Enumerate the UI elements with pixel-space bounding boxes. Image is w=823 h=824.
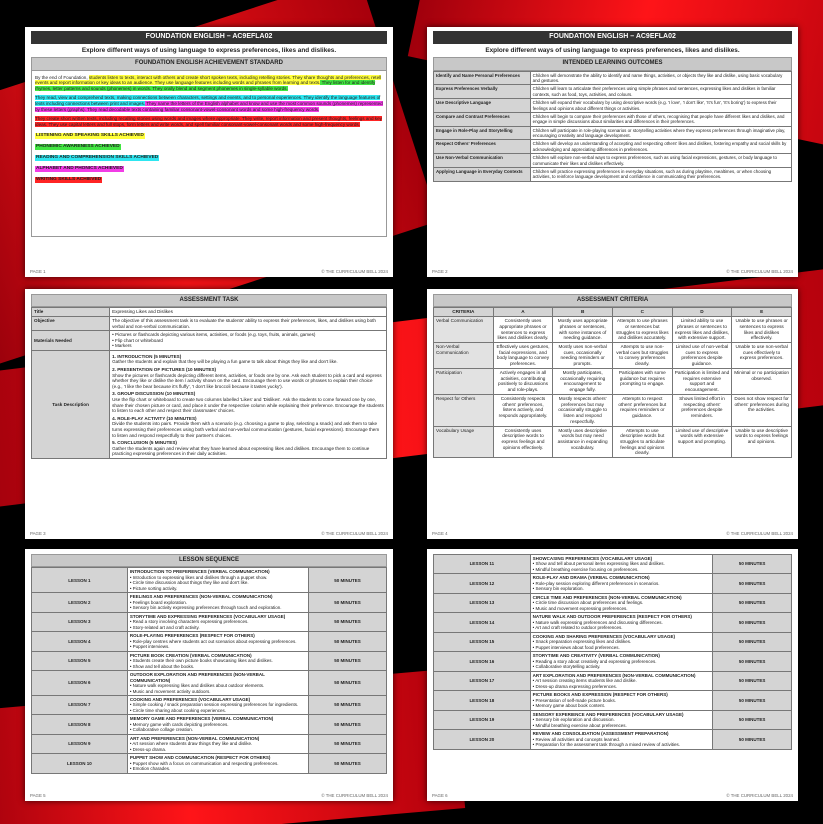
lesson-duration: 50 MINUTES xyxy=(713,671,792,690)
lesson-activities xyxy=(533,678,711,689)
criteria-header: CRITERIA xyxy=(434,308,494,317)
list-item: • Music and movement activity outdoors. xyxy=(130,689,306,694)
step-body: Gather the students and explain that they will be playing a fun game to talk about things they like and don't like. xyxy=(112,359,338,365)
lesson-content xyxy=(127,754,308,773)
criteria-header: B xyxy=(553,308,613,317)
standard-para-3: They create short written texts, including recalling stories using words and images where appropriate. They write, report information and present thoughts, feelings and key ideas. They use capital letters and full stops, form letters and write words, and spell familiar consonant-vowel-consonant words and some high-frequency words. xyxy=(35,116,382,127)
lesson-content xyxy=(127,568,308,593)
list-item: • Picture sorting activity. xyxy=(130,586,306,591)
criteria-cell: Mostly uses appropriate phrases or sentences, with some instances of needing guidance. xyxy=(553,317,613,343)
table-row xyxy=(434,710,792,729)
section-heading: INTENDED LEARNING OUTCOMES xyxy=(433,57,792,70)
criteria-cell: Actively engages in all activities, contributing positively to discussions and role-plays. xyxy=(493,368,553,394)
lesson-number: LESSON 5 xyxy=(32,651,128,670)
outcome-name: Engage in Role-Play and Storytelling xyxy=(434,126,531,140)
lesson-duration: 50 MINUTES xyxy=(308,593,386,612)
table-row xyxy=(434,368,792,394)
criteria-cell: Consistently respects others' preferences, listens actively, and responds appropriately. xyxy=(493,394,553,426)
list-item: • Role-play centres where students act out scenarios about expressing preferences. xyxy=(130,639,306,644)
lesson-activities xyxy=(533,717,711,728)
lesson-content xyxy=(127,734,308,753)
step-heading: 1. INTRODUCTION (5 MINUTES) xyxy=(112,353,182,359)
lesson-title: REVIEW AND CONSOLIDATION (ASSESSMENT PREPARATION) xyxy=(532,731,669,737)
lesson-title: PICTURE BOOKS AND EXPRESSION (RESPECT FOR OTHERS) xyxy=(532,692,668,698)
outcome-description: Children will expand their vocabulary by using descriptive words (e.g. 'I love', 'I don't like', 'It's fun', 'It's boring') to express their feelings and opinions about different things or activities. xyxy=(530,99,791,113)
criteria-cell: Consistently uses descriptive words to express feelings and opinions effectively. xyxy=(493,426,553,458)
list-item: • Story-related art and craft activity. xyxy=(130,625,306,630)
list-item: • Nature walk expressing preferences and discussing differences. xyxy=(533,620,711,625)
table-row xyxy=(32,715,387,734)
criteria-cell: Limited use of non-verbal cues to express preferences despite guidance. xyxy=(672,342,732,368)
lesson-content xyxy=(530,593,713,612)
outcome-name: Applying Language in Everyday Contexts xyxy=(434,167,531,181)
criteria-name: Vocabulary Usage xyxy=(434,426,494,458)
lesson-activities xyxy=(533,620,711,631)
lesson-content xyxy=(530,632,713,651)
table-row xyxy=(434,691,792,710)
table-row xyxy=(434,593,792,612)
lesson-content xyxy=(530,652,713,671)
list-item: • Mindful breathing exercise focusing on preferences. xyxy=(533,567,711,572)
table-row xyxy=(434,652,792,671)
lesson-activities xyxy=(130,761,306,772)
criteria-cell: Participates with some guidance but requires prompting to engage. xyxy=(612,368,672,394)
lesson-duration: 50 MINUTES xyxy=(713,555,792,574)
skill-writing: WRITING SKILLS ACHIEVED xyxy=(36,176,102,182)
list-item: • Flip chart or whiteboard xyxy=(112,338,384,344)
lesson-number: LESSON 6 xyxy=(32,671,128,696)
page-footer: PAGE 5 © THE CURRICULUM BELL 2024 xyxy=(30,792,388,798)
criteria-cell: Minimal or no participation observed. xyxy=(732,368,792,394)
table-row xyxy=(434,632,792,651)
list-item: • Memory game with cards depicting preferences. xyxy=(130,722,306,727)
criteria-name: Verbal Communication xyxy=(434,317,494,343)
lesson-number: LESSON 8 xyxy=(32,715,128,734)
outcome-description: Children will develop an understanding of accepting and respecting others' likes and dislikes, fostering empathy and social skills by acknowledging and appreciating differences in preferences. xyxy=(530,140,791,154)
page-3 xyxy=(25,289,393,539)
lesson-title: ROLE-PLAYING PREFERENCES (RESPECT FOR OTHERS) xyxy=(129,633,255,639)
page-6 xyxy=(427,549,798,801)
table-row xyxy=(434,112,792,126)
lesson-number: LESSON 1 xyxy=(32,568,128,593)
table-row xyxy=(434,167,792,181)
lesson-duration: 50 MINUTES xyxy=(713,652,792,671)
lesson-title: INTRODUCTION TO PREFERENCES (VERBAL COMMUNICATION) xyxy=(129,569,270,575)
list-item: • Review all activities and concepts learned. xyxy=(533,737,711,742)
lesson-activities xyxy=(130,658,306,669)
list-item: • Circle time discussion about things they like and don't like. xyxy=(130,580,306,585)
lesson-number: LESSON 11 xyxy=(434,555,531,574)
lesson-activities xyxy=(533,561,711,572)
lesson-content xyxy=(530,574,713,593)
section-heading: ASSESSMENT CRITERIA xyxy=(433,294,792,307)
criteria-cell: Limited ability to use phrases or sentences to express likes and dislikes, with extensive support. xyxy=(672,317,732,343)
list-item: • Feelings board exploration. xyxy=(130,600,306,605)
list-item: • Music and movement expressing preferences. xyxy=(533,606,711,611)
lesson-activities xyxy=(130,722,306,733)
lesson-duration: 50 MINUTES xyxy=(308,754,386,773)
list-item: • Mindful breathing exercise about preferences. xyxy=(533,723,711,728)
page-title: FOUNDATION ENGLISH – AC9EFLA02 xyxy=(31,31,387,44)
criteria-cell: Unable to use descriptive words to express feelings and opinions. xyxy=(732,426,792,458)
criteria-cell: Unable to use non-verbal cues effectively to express preferences. xyxy=(732,342,792,368)
outcome-description: Children will begin to compare their preferences with those of others, recognising that people have different likes and dislikes, and engage in simple discussions about similarities and differences in their preferences. xyxy=(530,112,791,126)
lesson-title: PUPPET SHOW AND COMMUNICATION (RESPECT FOR OTHERS) xyxy=(129,755,271,761)
list-item: • Show and tell about the books. xyxy=(130,664,306,669)
lesson-content xyxy=(127,612,308,631)
list-item: • Sensory bin exploration. xyxy=(533,586,711,591)
lesson-content xyxy=(127,632,308,651)
criteria-cell: Attempts to use phrases or sentences but struggles to express likes and dislikes accurately. xyxy=(612,317,672,343)
criteria-cell: Consistently uses appropriate phrases or sentences to express likes and dislikes clearly. xyxy=(493,317,553,343)
page-4 xyxy=(427,289,798,539)
task-label: Task Description xyxy=(32,350,110,458)
lesson-content xyxy=(127,651,308,670)
list-item: • Puppet interviews about food preferences. xyxy=(533,645,711,650)
criteria-cell: Attempts to respect others' preferences but requires reminders or guidance. xyxy=(612,394,672,426)
lesson-activities xyxy=(533,659,711,670)
lesson-content xyxy=(530,671,713,690)
objective-label: Objective xyxy=(32,316,110,330)
page-5 xyxy=(25,549,393,801)
criteria-cell: Limited use of descriptive words with extensive support and prompting. xyxy=(672,426,732,458)
table-row xyxy=(434,730,792,749)
criteria-name: Respect for Others xyxy=(434,394,494,426)
outcome-name: Express Preferences Verbally xyxy=(434,85,531,99)
lesson-activities xyxy=(130,619,306,630)
title-value: Expressing Likes and Dislikes xyxy=(110,308,387,317)
list-item: • Preparation for the assessment task through a mixed review of activities. xyxy=(533,742,711,747)
lesson-duration: 50 MINUTES xyxy=(308,651,386,670)
lesson-number: LESSON 19 xyxy=(434,710,531,729)
lesson-title: STORYTIME AND EXPRESSING PREFERENCES (VOCABULARY USAGE) xyxy=(129,613,286,619)
lesson-content xyxy=(127,696,308,715)
list-item: • Snack preparation expressing likes and dislikes. xyxy=(533,639,711,644)
lesson-number: LESSON 14 xyxy=(434,613,531,632)
table-row xyxy=(434,126,792,140)
page-1 xyxy=(25,27,393,277)
list-item: • Students create their own picture books showcasing likes and dislikes. xyxy=(130,658,306,663)
criteria-cell: Shows limited effort in respecting others' preferences despite reminders. xyxy=(672,394,732,426)
table-row xyxy=(434,85,792,99)
list-item: • Markers xyxy=(112,343,384,349)
skill-phonemic: PHONEMIC AWARENESS ACHIEVED xyxy=(36,144,120,150)
table-row xyxy=(434,394,792,426)
table-row xyxy=(32,612,387,631)
table-row xyxy=(434,99,792,113)
page-footer: PAGE 3 © THE CURRICULUM BELL 2024 xyxy=(30,530,388,536)
criteria-cell: Mostly respects others' preferences but may occasionally struggle to listen and respond respectfully. xyxy=(553,394,613,426)
lesson-title: CIRCLE TIME AND PREFERENCES (NON-VERBAL COMMUNICATION) xyxy=(532,594,682,600)
outcome-name: Compare and Contrast Preferences xyxy=(434,112,531,126)
list-item: • Circle time discussion about preferences and feelings. xyxy=(533,600,711,605)
lesson-duration: 50 MINUTES xyxy=(308,671,386,696)
list-item: • Show and tell about personal items expressing likes and dislikes. xyxy=(533,561,711,566)
lesson-duration: 50 MINUTES xyxy=(713,613,792,632)
list-item: • Sensory bin exploration and discussion. xyxy=(533,717,711,722)
lesson-activities xyxy=(533,639,711,650)
lesson-activities xyxy=(130,600,306,611)
lesson-number: LESSON 4 xyxy=(32,632,128,651)
outcome-description: Children will explore non-verbal ways to express preferences, such as using facial expressions, gestures, or body language to communicate their likes and dislikes effectively. xyxy=(530,154,791,168)
lesson-title: PICTURE BOOK CREATION (VERBAL COMMUNICATION) xyxy=(129,652,252,658)
table-row xyxy=(434,555,792,574)
lesson-number: LESSON 15 xyxy=(434,632,531,651)
lesson-activities xyxy=(130,639,306,650)
criteria-cell: Effectively uses gestures, facial expressions, and body language to convey preferences. xyxy=(493,342,553,368)
lesson-duration: 50 MINUTES xyxy=(713,593,792,612)
lesson-content xyxy=(530,613,713,632)
lesson-content xyxy=(530,691,713,710)
lesson-content xyxy=(127,593,308,612)
lesson-content xyxy=(127,715,308,734)
lesson-number: LESSON 13 xyxy=(434,593,531,612)
page-2 xyxy=(427,27,798,277)
page-title: FOUNDATION ENGLISH – AC9EFLA02 xyxy=(433,31,792,44)
table-row xyxy=(32,593,387,612)
lesson-activities xyxy=(533,600,711,611)
table-row xyxy=(32,671,387,696)
lesson-duration: 50 MINUTES xyxy=(308,734,386,753)
list-item: • Pictures or flashcards depicting various items, activities, or foods (e.g. toys, fruits, animals, games) xyxy=(112,332,384,338)
skill-reading: READING AND COMPREHENSION SKILLS ACHIEVED xyxy=(36,155,159,161)
table-row xyxy=(434,574,792,593)
list-item: • Art session creating items students like and dislike. xyxy=(533,678,711,683)
criteria-cell: Participation is limited and requires extensive support and encouragement. xyxy=(672,368,732,394)
table-row xyxy=(32,754,387,773)
outcome-description: Children will demonstrate the ability to identify and name things, activities, or objects they like and dislike, using basic vocabulary and gestures. xyxy=(530,71,791,85)
list-item: • Sensory bin activity expressing preferences through touch and exploration. xyxy=(130,605,306,610)
table-row xyxy=(434,140,792,154)
criteria-table xyxy=(433,307,792,458)
page-footer: PAGE 4 © THE CURRICULUM BELL 2024 xyxy=(432,530,793,536)
list-item: • Nature walk expressing likes and dislikes about outdoor elements. xyxy=(130,683,306,688)
lesson-duration: 50 MINUTES xyxy=(308,696,386,715)
criteria-cell: Attempts to use non-verbal cues but struggles to convey preferences clearly. xyxy=(612,342,672,368)
lesson-content xyxy=(530,710,713,729)
list-item: • Collaborative storytelling activity. xyxy=(533,664,711,669)
lesson-title: FEELINGS AND PREFERENCES (NON-VERBAL COMMUNICATION) xyxy=(129,594,273,600)
table-row xyxy=(32,696,387,715)
lesson-duration: 50 MINUTES xyxy=(713,632,792,651)
step-body: Gather the students again and review what they have learned about expressing likes and dislikes. Encourage them to continue practicing expressing preferences in their daily activities. xyxy=(112,445,370,457)
list-item: • Puppet show with a focus on communication and respecting preferences. xyxy=(130,761,306,766)
outcome-description: Children will learn to articulate their preferences using simple phrases and sentences, expressing likes and dislikes in familiar contexts, such as food, toys, activities, and colours. xyxy=(530,85,791,99)
outcome-name: Use Non-Verbal Communication xyxy=(434,154,531,168)
page-subtitle: Explore different ways of using language to express preferences, likes and dislikes. xyxy=(485,46,740,54)
list-item: • Puppet interviews. xyxy=(130,644,306,649)
lesson-activities xyxy=(533,581,711,592)
lesson-activities xyxy=(533,698,711,709)
criteria-cell: Unable to use phrases or sentences to express likes and dislikes effectively. xyxy=(732,317,792,343)
step-heading: 4. ROLE-PLAY ACTIVITY (10 MINUTES) xyxy=(112,415,197,421)
lesson-activities xyxy=(130,702,306,713)
lesson-duration: 50 MINUTES xyxy=(713,574,792,593)
lesson-number: LESSON 2 xyxy=(32,593,128,612)
criteria-cell: Does not show respect for others' preferences during the activities. xyxy=(732,394,792,426)
list-item: • Presentation of self-made picture books. xyxy=(533,698,711,703)
lesson-number: LESSON 3 xyxy=(32,612,128,631)
table-row xyxy=(434,426,792,458)
list-item: • Reading a story about creativity and expressing preferences. xyxy=(533,659,711,664)
lesson-activities xyxy=(533,737,711,748)
lesson-duration: 50 MINUTES xyxy=(713,730,792,749)
lesson-content xyxy=(127,671,308,696)
lesson-duration: 50 MINUTES xyxy=(308,715,386,734)
step-body: Show the pictures or flashcards depicting different items, activities, or foods one by one. Ask each student to pick a card and express whether they like or dislike the item / activity shown on the card. Encourage them to use words or phrases to explain their choice (e.g., 'I like the bear because it's fluffy', 'I don't like broccoli because it tastes yucky'). xyxy=(112,372,382,389)
lesson-activities xyxy=(130,741,306,752)
criteria-name: Non-Verbal Communication xyxy=(434,342,494,368)
title-label: Title xyxy=(32,308,110,317)
lesson-number: LESSON 10 xyxy=(32,754,128,773)
lesson-duration: 50 MINUTES xyxy=(713,710,792,729)
table-row xyxy=(32,632,387,651)
skill-alphabet: ALPHABET AND PHONICS ACHIEVED xyxy=(36,165,123,171)
lesson-number: LESSON 9 xyxy=(32,734,128,753)
table-row xyxy=(434,613,792,632)
step-heading: 2. PRESENTATION OF PICTURES (10 MINUTES) xyxy=(112,367,217,373)
lesson-activities xyxy=(130,683,306,694)
lesson-title: SHOWCASING PREFERENCES (VOCABULARY USAGE) xyxy=(532,556,653,561)
lesson-duration: 50 MINUTES xyxy=(308,612,386,631)
criteria-cell: Mostly uses descriptive words but may need assistance in expanding vocabulary. xyxy=(553,426,613,458)
skill-listening: LISTENING AND SPEAKING SKILLS ACHIEVED xyxy=(36,133,144,139)
lesson-duration: 50 MINUTES xyxy=(308,568,386,593)
standard-para-1: By the end of Foundation, students listen to texts, interact with others and create short spoken texts, including retelling stories. They share thoughts and preferences, retell events and report information or key ideas to an audience. They use language features including words and phrases from learning and texts. They listen for and identify rhymes, letter patterns and sounds (phonemes) in words. They orally blend and segment phonemes in single-syllable words. xyxy=(35,74,382,91)
list-item: • Simple cooking / snack preparation session expressing preferences for ingredients. xyxy=(130,702,306,707)
materials-label: Materials Needed xyxy=(32,331,110,351)
lesson-number: LESSON 7 xyxy=(32,696,128,715)
table-row xyxy=(434,671,792,690)
lesson-title: STORYTIME AND CREATIVITY (VERBAL COMMUNICATION) xyxy=(532,653,660,659)
criteria-header: D xyxy=(672,308,732,317)
lesson-title: ROLE-PLAY AND DRAMA (VERBAL COMMUNICATION) xyxy=(532,575,650,581)
lesson-title: MEMORY GAME AND PREFERENCES (VERBAL COMMUNICATION) xyxy=(129,716,274,722)
list-item: • Circle time sharing about cooking experiences. xyxy=(130,708,306,713)
criteria-header: A xyxy=(493,308,553,317)
materials-list xyxy=(112,332,384,349)
page-subtitle: Explore different ways of using language to express preferences, likes and dislikes. xyxy=(81,46,337,54)
lesson-title: NATURE WALK AND OUTDOOR PREFERENCES (RESPECT FOR OTHERS) xyxy=(532,614,692,620)
criteria-cell: Mostly participates, occasionally requiring encouragement to engage fully. xyxy=(553,368,613,394)
lesson-title: ART EXPLORATION AND PREFERENCES (NON-VERBAL COMMUNICATION) xyxy=(532,672,696,678)
lesson-title: ART AND PREFERENCES (NON-VERBAL COMMUNICATION) xyxy=(129,735,260,741)
lesson-table xyxy=(433,554,792,750)
page-footer: PAGE 1 © THE CURRICULUM BELL 2024 xyxy=(30,268,388,274)
step-heading: 5. CONCLUSION (5 MINUTES) xyxy=(112,440,177,446)
criteria-cell: Mostly uses non-verbal cues, occasionally needing reminders or prompts. xyxy=(553,342,613,368)
section-heading: LESSON SEQUENCE xyxy=(31,554,387,567)
lesson-activities xyxy=(130,575,306,591)
table-row xyxy=(32,734,387,753)
outcome-name: Respect Others' Preferences xyxy=(434,140,531,154)
lesson-duration: 50 MINUTES xyxy=(308,632,386,651)
lesson-title: COOKING AND PREFERENCES (VOCABULARY USAGE) xyxy=(129,697,251,702)
step-body: Use the flip chart or whiteboard to create two columns labelled 'Likes' and 'Dislikes'. Ask the students to come forward one by one, share their chosen picture or card, and place it under the respective column while explaining their preference. Encourage the students to listen to each other and respect their classmates' choices. xyxy=(112,397,384,414)
lesson-table xyxy=(31,567,387,774)
lesson-number: LESSON 20 xyxy=(434,730,531,749)
section-heading: FOUNDATION ENGLISH ACHIEVEMENT STANDARD xyxy=(31,57,387,70)
list-item: • Collaborative collage creation. xyxy=(130,727,306,732)
step-body: Divide the students into pairs. Provide them with a scenario (e.g. choosing a game to play, selecting a snack) and ask them to take turns expressing their preferences using both verbal and non-verbal communication (gestures, facial expressions). Encourage them to listen and respond respectfully to their partner's choices. xyxy=(112,421,380,438)
lesson-title: SENSORY EXPERIENCE AND PREFERENCES (VOCABULARY USAGE) xyxy=(532,711,684,717)
outcome-description: Children will practice expressing preferences in everyday situations, such as during playtime, mealtimes, or when choosing activities, to reinforce language development and confidence in communicating their preferences. xyxy=(530,167,791,181)
criteria-name: Participation xyxy=(434,368,494,394)
lesson-number: LESSON 16 xyxy=(434,652,531,671)
list-item: • Read a story involving characters expressing preferences. xyxy=(130,619,306,624)
step-heading: 3. GROUP DISCUSSION (10 MINUTES) xyxy=(112,391,196,397)
page-footer: PAGE 6 © THE CURRICULUM BELL 2024 xyxy=(432,792,793,798)
list-item: • Role-play session exploring different preferences in scenarios. xyxy=(533,581,711,586)
page-footer: PAGE 2 © THE CURRICULUM BELL 2024 xyxy=(432,268,793,274)
outcome-name: Use Descriptive Language xyxy=(434,99,531,113)
list-item: • Introduction to expressing likes and dislikes through a puppet show. xyxy=(130,575,306,580)
lesson-title: OUTDOOR EXPLORATION AND PREFERENCES (NON-VERBAL COMMUNICATION) xyxy=(129,672,265,683)
table-row xyxy=(434,342,792,368)
criteria-header: E xyxy=(732,308,792,317)
outcome-name: Identify and Name Personal Preferences xyxy=(434,71,531,85)
objective-value: The objective of this assessment task is to evaluate the students' ability to express their preferences, likes, and dislikes using both verbal and non-verbal communication. xyxy=(110,316,387,330)
list-item: • Emotion charades. xyxy=(130,766,306,771)
task-description xyxy=(110,350,387,458)
lesson-content xyxy=(530,730,713,749)
list-item: • Art and craft related to outdoor preferences. xyxy=(533,625,711,630)
achievement-standard xyxy=(31,71,387,237)
lesson-duration: 50 MINUTES xyxy=(713,691,792,710)
criteria-header: C xyxy=(612,308,672,317)
criteria-cell: Attempts to use descriptive words but struggles to articulate feelings and opinions clearly. xyxy=(612,426,672,458)
standard-para-2: They read, view and comprehend texts, making connections between characters, settings and events, and to personal experiences. They identify the language features of texts including connections between print and images. They name the letters of the English alphabet and know and use the most common sounds (phonemes) represented by these letters (graphs). They read decodable texts containing familiar consonant-vowel-consonant words and some high-frequency words. xyxy=(35,95,383,112)
list-item: • Dress-up drama. xyxy=(130,747,306,752)
table-row xyxy=(32,651,387,670)
outcome-description: Children will participate in role-playing scenarios or storytelling activities where they express preferences through imaginative play, encouraging creativity and language development. xyxy=(530,126,791,140)
table-row xyxy=(434,71,792,85)
lesson-number: LESSON 18 xyxy=(434,691,531,710)
table-row xyxy=(434,317,792,343)
list-item: • Memory game about book content. xyxy=(533,703,711,708)
table-row xyxy=(434,154,792,168)
section-heading: ASSESSMENT TASK xyxy=(31,294,387,307)
table-row xyxy=(32,568,387,593)
lesson-number: LESSON 12 xyxy=(434,574,531,593)
list-item: • Art session where students draw things they like and dislike. xyxy=(130,741,306,746)
task-table xyxy=(31,307,387,459)
list-item: • Dress-up drama expressing preferences. xyxy=(533,684,711,689)
lesson-title: COOKING AND SHARING PREFERENCES (VOCABULARY USAGE) xyxy=(532,633,675,639)
outcomes-table xyxy=(433,71,792,182)
lesson-number: LESSON 17 xyxy=(434,671,531,690)
lesson-content xyxy=(530,555,713,574)
